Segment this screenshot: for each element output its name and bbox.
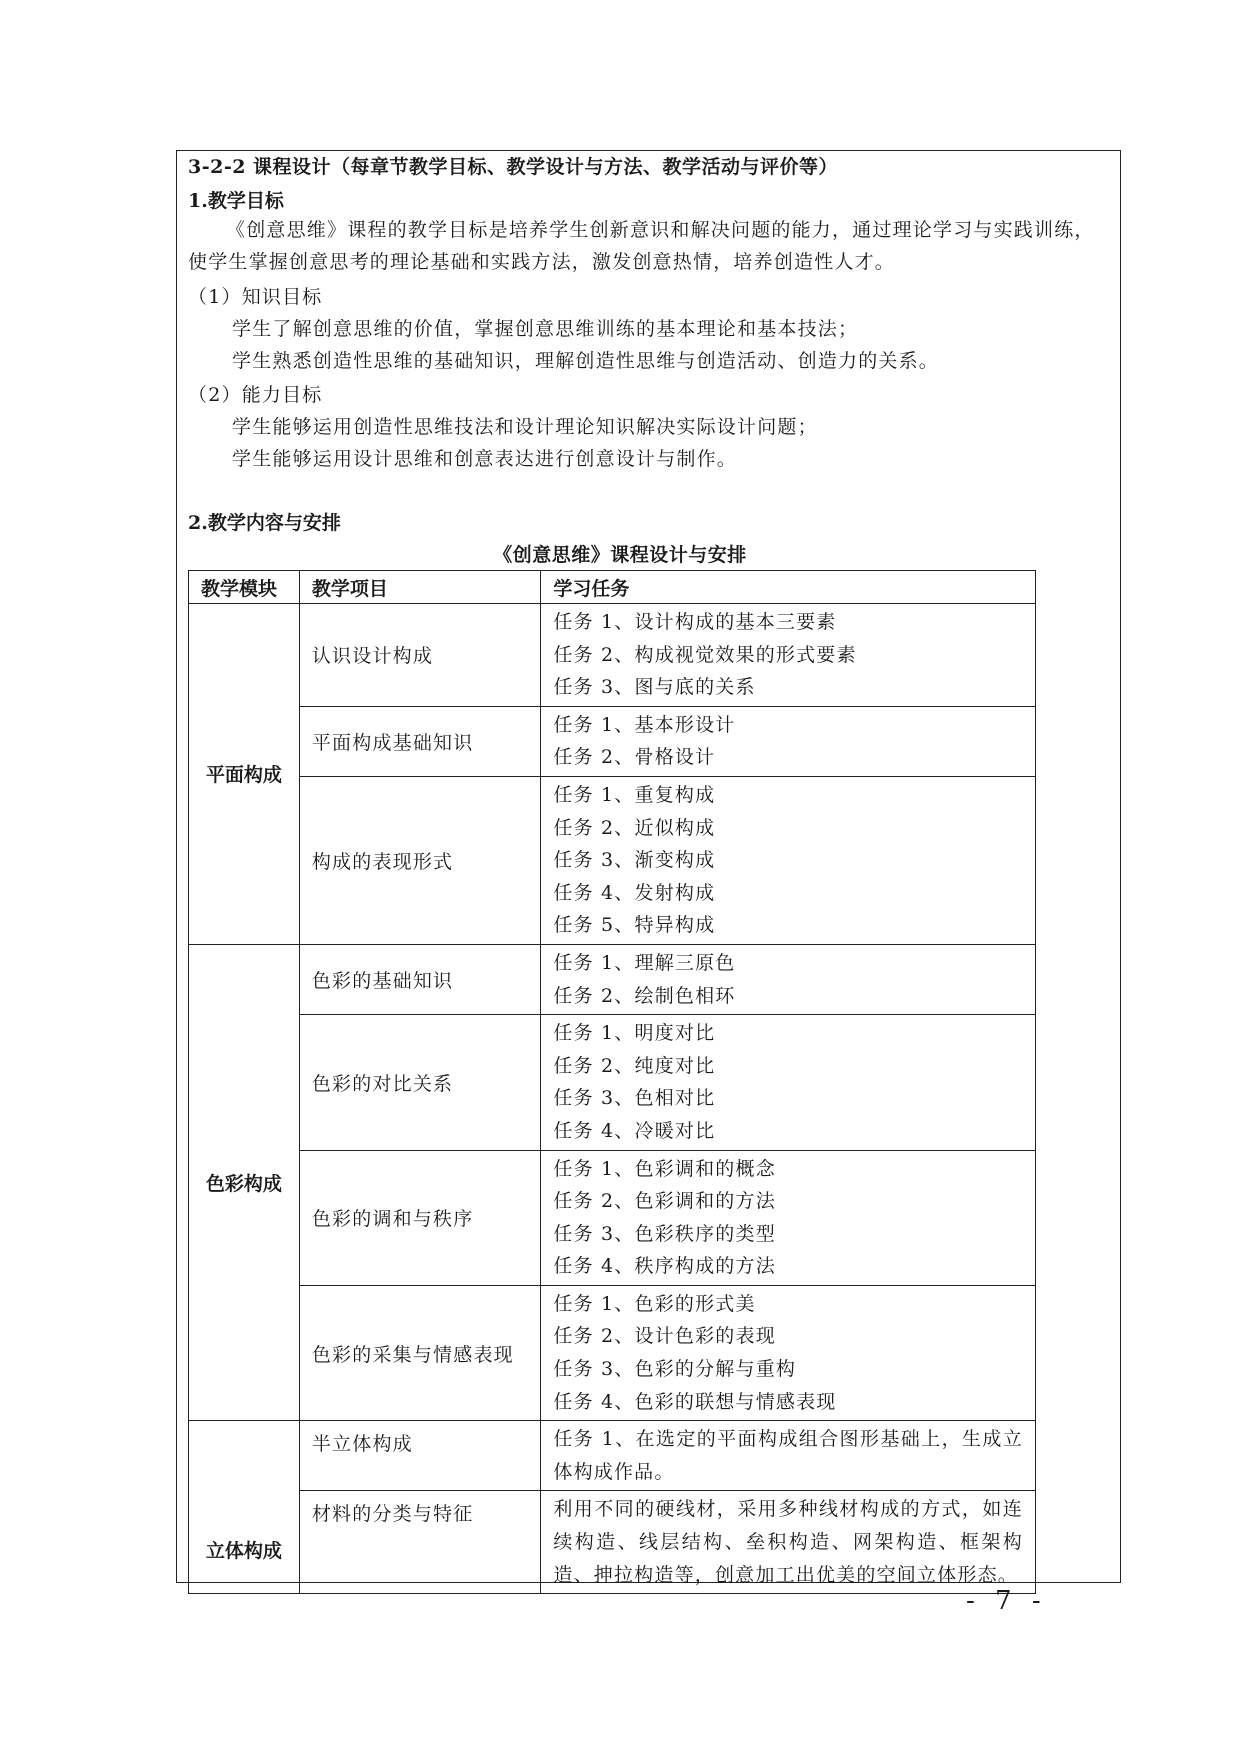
module-cell: 色彩构成 (189, 944, 300, 1420)
project-cell: 色彩的采集与情感表现 (299, 1285, 541, 1420)
task-description: 任务 1、在选定的平面构成组合图形基础上，生成立体构成作品。 (553, 1428, 1023, 1483)
task-item: 任务 4、冷暖对比 (553, 1119, 716, 1142)
table-row (189, 1491, 1036, 1594)
project-cell: 构成的表现形式 (299, 776, 541, 944)
tasks-cell (541, 1150, 1036, 1285)
task-description: 利用不同的硬线材，采用多种线材构成的方式，如连续构造、线层结构、垒积构造、网架构造、框架构造、抻拉构造等，创意加工出优美的空间立体形态。 (553, 1498, 1023, 1586)
column-header: 教学项目 (299, 571, 541, 604)
ability-goal-item: 学生能够运用设计思维和创意表达进行创意设计与制作。 (232, 448, 738, 470)
tasks-cell (541, 1421, 1036, 1491)
task-item: 任务 2、骨格设计 (553, 746, 716, 769)
tasks-cell (541, 706, 1036, 776)
task-item: 任务 2、构成视觉效果的形式要素 (553, 643, 857, 666)
task-item: 任务 1、明度对比 (553, 1022, 716, 1045)
task-item: 任务 4、发射构成 (553, 881, 716, 904)
table-row (189, 706, 1036, 776)
table-row (189, 604, 1036, 707)
task-item: 任务 3、渐变构成 (553, 849, 716, 872)
project-cell: 色彩的调和与秩序 (299, 1150, 541, 1285)
table-row (189, 1015, 1036, 1150)
column-header: 学习任务 (541, 571, 1036, 604)
task-item: 任务 4、秩序构成的方法 (553, 1255, 776, 1278)
task-item: 任务 2、近似构成 (553, 816, 716, 839)
course-plan-table (188, 570, 1036, 1594)
tasks-cell (541, 604, 1036, 707)
task-item: 任务 5、特异构成 (553, 914, 716, 937)
tasks-cell (541, 1015, 1036, 1150)
task-item: 任务 4、色彩的联想与情感表现 (553, 1390, 837, 1413)
task-item: 任务 1、色彩的形式美 (553, 1292, 756, 1315)
table-row (189, 944, 1036, 1014)
task-item: 任务 2、绘制色相环 (553, 984, 736, 1007)
module-cell: 立体构成 (189, 1421, 300, 1594)
table-caption: 《创意思维》课程设计与安排 (493, 544, 747, 566)
project-cell: 材料的分类与特征 (299, 1491, 541, 1594)
ability-goal-label: （2）能力目标 (188, 384, 323, 406)
task-item: 任务 1、重复构成 (553, 783, 716, 806)
knowledge-goal-item: 学生了解创意思维的价值，掌握创意思维训练的基本理论和基本技法； (232, 318, 859, 340)
ability-goal-item: 学生能够运用创造性思维技法和设计理论知识解决实际设计问题； (232, 416, 818, 438)
tasks-cell (541, 1491, 1036, 1594)
project-cell: 色彩的基础知识 (299, 944, 541, 1014)
task-item: 任务 1、理解三原色 (553, 951, 736, 974)
table-row (189, 1150, 1036, 1285)
knowledge-goal-item: 学生熟悉创造性思维的基础知识，理解创造性思维与创造活动、创造力的关系。 (232, 350, 940, 372)
task-item: 任务 3、色彩的分解与重构 (553, 1358, 797, 1381)
content-heading: 2.教学内容与安排 (188, 512, 341, 534)
tasks-cell (541, 1285, 1036, 1420)
task-item: 任务 2、设计色彩的表现 (553, 1325, 776, 1348)
table-row (189, 1285, 1036, 1420)
goals-intro: 《创意思维》课程的教学目标是培养学生创新意识和解决问题的能力，通过理论学习与实践训练，使学生掌握创意思考的理论基础和实践方法，激发创意热情，培养创造性人才。 (188, 219, 1095, 273)
module-cell: 平面构成 (189, 604, 300, 945)
task-item: 任务 1、基本形设计 (553, 713, 736, 736)
task-item: 任务 2、纯度对比 (553, 1054, 716, 1077)
task-item: 任务 3、色相对比 (553, 1087, 716, 1110)
project-cell: 认识设计构成 (299, 604, 541, 707)
project-cell: 色彩的对比关系 (299, 1015, 541, 1150)
table-header-row (189, 571, 1036, 604)
task-item: 任务 2、色彩调和的方法 (553, 1190, 776, 1213)
table-row (189, 1421, 1036, 1491)
project-cell: 平面构成基础知识 (299, 706, 541, 776)
column-header: 教学模块 (189, 571, 300, 604)
task-item: 任务 1、设计构成的基本三要素 (553, 611, 837, 633)
tasks-cell (541, 776, 1036, 944)
tasks-cell (541, 944, 1036, 1014)
task-item: 任务 1、色彩调和的概念 (553, 1157, 776, 1180)
knowledge-goal-label: （1）知识目标 (188, 286, 323, 308)
page-number: - 7 - (966, 1586, 1047, 1616)
goals-heading: 1.教学目标 (188, 190, 284, 212)
task-item: 任务 3、图与底的关系 (553, 676, 756, 699)
section-title: 3-2-2 课程设计（每章节教学目标、教学设计与方法、教学活动与评价等） (188, 156, 839, 178)
project-cell: 半立体构成 (299, 1421, 541, 1491)
task-item: 任务 3、色彩秩序的类型 (553, 1222, 776, 1245)
table-row (189, 776, 1036, 944)
